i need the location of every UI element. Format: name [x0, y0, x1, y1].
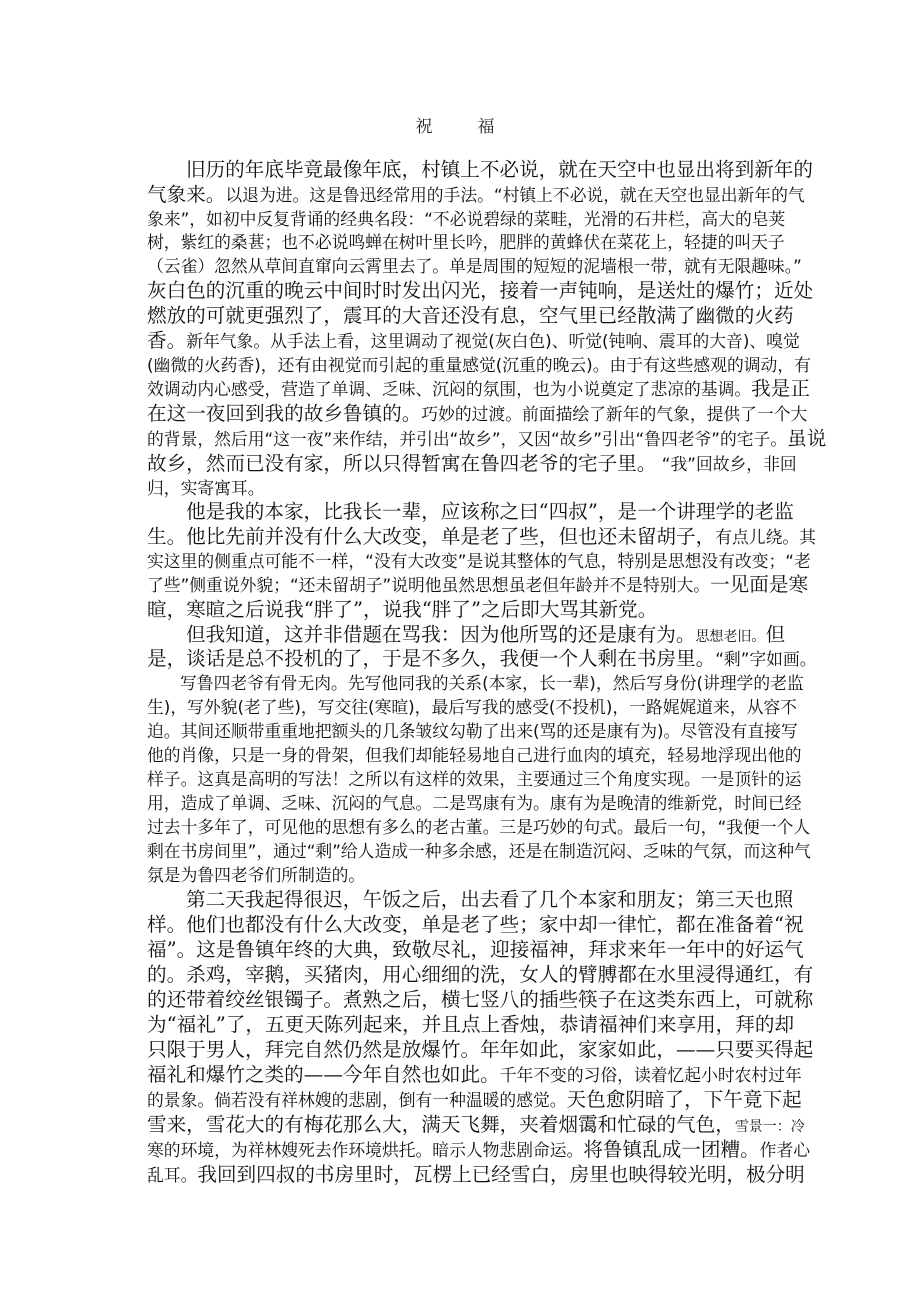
text-line [147, 452, 797, 476]
novel-text: 天色愈阴暗了，下午竟下起 [566, 1088, 802, 1111]
commentary-text: 过去十多年了，可见他的思想有多么的老古董。三是巧妙的句式。最后一句，“我便一个人 [147, 817, 811, 837]
text-line [147, 719, 798, 743]
text-line [147, 1163, 805, 1187]
text-line [147, 207, 785, 231]
text-line [147, 377, 810, 401]
novel-text: 将鲁镇乱成一团糟。 [583, 1138, 760, 1161]
commentary-text: 思想老旧。 [695, 629, 766, 645]
text-line [147, 304, 794, 328]
text-line [147, 791, 801, 815]
text-line [147, 863, 365, 887]
text-line [147, 938, 804, 962]
commentary-text: 树，紫红的桑葚；也不必说鸣蝉在树叶里长吟，肥胖的黄蜂伏在菜花上，轻捷的叫天子 [147, 232, 785, 252]
text-line [147, 1113, 805, 1137]
novel-text: 一见面是寒 [710, 573, 809, 596]
commentary-text: 千年不变的习俗，读着忆起小时农村过年 [499, 1065, 802, 1085]
novel-text: 香。 [147, 329, 187, 352]
commentary-text: 氛是为鲁四老爷们所制造的。 [147, 865, 366, 885]
novel-text: 我回到四叔的书房里时，瓦楞上已经雪白，房里也映得较光明，极分明 [197, 1163, 805, 1186]
novel-text: 为“福礼”了，五更天陈列起来，并且点上香烛，恭请福神们来享用，拜的却 [147, 1013, 795, 1036]
text-line [147, 767, 801, 791]
commentary-text: 用，造成了单调、乏味、沉闷的气息。二是骂康有为。康有为是晚清的维新党，时间已经 [147, 793, 802, 813]
novel-text: 雪来，雪花大的有梅花那么大，满天飞舞，夹着烟霭和忙碌的气色， [147, 1113, 735, 1136]
commentary-text: 寒的环境，为祥林嫂死去作环境烘托。暗示人物悲剧命运。 [147, 1140, 584, 1160]
commentary-text: 迫。其间还顺带重重地把额头的几条皱纹勾勒了出来(骂的还是康有为)。尽管没有直接写 [147, 721, 798, 741]
text-line [147, 573, 808, 597]
commentary-text: 象来”，如初中反复背诵的经典名段：“不必说碧绿的菜畦，光滑的石井栏，高大的皂荚 [147, 209, 786, 229]
novel-text: 生。他比先前并没有什么大改变，单是老了些，但也还未留胡子， [147, 525, 716, 548]
text-line [147, 888, 793, 912]
novel-text: 他是我的本家，比我长一辈，应该称之曰“四叔”，是一个讲理学的老监 [186, 500, 794, 523]
text-line [147, 427, 826, 451]
commentary-text: 效调动内心感受，营造了单调、乏味、沉闷的氛围，也为小说奠定了悲凉的基调。 [147, 379, 752, 399]
commentary-text: 剩在书房间里”，通过“剩”给人造成一种多余感，还是在制造沉闷、乏味的气氛，而这种气 [147, 841, 811, 861]
novel-text: 但 [765, 623, 786, 646]
novel-text: 是，谈话是总不投机的了，于是不多久，我便一个人剩在书房里。 [147, 647, 716, 670]
text-line [147, 1013, 794, 1037]
commentary-text: “我”回故乡，非回 [656, 454, 797, 474]
commentary-text: 样子。这真是高明的写法！之所以有这样的效果，主要通过三个角度实现。一是顶针的运 [147, 769, 802, 789]
text-line [147, 254, 802, 278]
commentary-text: 新年气象。从手法上看，这里调动了视觉(灰白色)、听觉(钝响、震耳的大音)、嗅觉 [186, 331, 800, 351]
text-line [147, 500, 794, 524]
document-title: 祝 福 [415, 117, 509, 137]
text-line [147, 525, 816, 549]
commentary-text: 写鲁四老爷有骨无肉。先写他同我的关系(本家，长一辈)，然后写身份(讲理学的老监 [180, 673, 804, 693]
text-line [147, 1088, 802, 1112]
commentary-text: 作者心 [759, 1140, 811, 1160]
commentary-text: 生)，写外貌(老了些)，写交往(寒暄)，最后写我的感受(不投机)，一路娓娓道来，从容不 [147, 697, 797, 717]
text-line [147, 839, 811, 863]
commentary-text: （云雀）忽然从草间直窜向云霄里去了。单是周围的短短的泥墙根一带，就有无限趣味。” [147, 256, 802, 276]
novel-text: 旧历的年底毕竟最像年底，村镇上不必说，就在天空中也显出将到新年的 [186, 158, 813, 181]
commentary-text: 归，实寄寓耳。 [147, 478, 265, 498]
novel-text: 气象来。 [147, 183, 226, 206]
novel-text: 我是正 [751, 377, 810, 400]
novel-text: 福礼和爆竹之类的——今年自然也如此。 [147, 1063, 500, 1086]
text-line [147, 183, 805, 207]
novel-text: 第二天我起得很迟，午饭之后，出去看了几个本家和朋友；第三天也照 [186, 888, 794, 911]
text-line [147, 329, 800, 353]
commentary-text: 的背景，然后用“这一夜”来作结，并引出“故乡”，又因“故乡”引出“鲁四老爷”的宅子。 [147, 429, 788, 449]
text-line [147, 913, 804, 937]
text-line [147, 279, 813, 303]
text-line [147, 963, 813, 987]
novel-text: 的还带着绞丝银镯子。煮熟之后，横七竖八的插些筷子在这类东西上，可就称 [147, 988, 814, 1011]
text-line [147, 230, 785, 254]
text-line [147, 353, 811, 377]
text-line [147, 815, 810, 839]
novel-text: 福”。这是鲁镇年终的大典，致敬尽礼，迎接福神，拜求来年一年中的好运气 [147, 938, 804, 961]
novel-text: 只限于男人，拜完自然仍然是放爆竹。年年如此，家家如此，——只要买得起 [147, 1038, 814, 1061]
novel-text: 在这一夜回到我的故乡鲁镇的。 [147, 402, 422, 425]
text-line [147, 549, 811, 573]
commentary-text: 以退为进。这是鲁迅经常用的手法。“村镇上不必说，就在天空也显出新年的气 [225, 185, 805, 205]
text-line [147, 476, 264, 500]
text-line [147, 695, 797, 719]
text-line [147, 1063, 802, 1087]
novel-text: 燃放的可就更强烈了，震耳的大音还没有息，空气里已经散满了幽微的火药 [147, 304, 794, 327]
text-line [147, 402, 807, 426]
text-line [147, 1038, 813, 1062]
commentary-text: 有点儿绕。其 [715, 527, 816, 547]
commentary-text: 巧妙的过渡。前面描绘了新年的气象，提供了一个大 [421, 404, 808, 424]
commentary-text: 实这里的侧重点可能不一样，“没有大改变”是说其整体的气息，特别是思想没有改变；“老 [147, 551, 811, 571]
novel-text: 灰白色的沉重的晚云中间时时发出闪光，接着一声钝响，是送灶的爆竹；近处 [147, 279, 814, 302]
commentary-text: 的景象。倘若没有祥林嫂的悲剧，倒有一种温暖的感觉。 [147, 1090, 567, 1110]
commentary-text: 乱耳。 [147, 1165, 198, 1185]
novel-text: 虽说 [787, 427, 827, 450]
novel-text: 的。杀鸡，宰鹅，买猪肉，用心细细的洗，女人的臂膊都在水里浸得通红，有 [147, 963, 814, 986]
novel-text: 样。他们也都没有什么大改变，单是老了些；家中却一律忙，都在准备着“祝 [147, 913, 804, 936]
commentary-text: “剩”字如画。 [715, 649, 817, 669]
text-line [147, 623, 785, 647]
novel-text: 暄，寒暄之后说我“胖了”，说我“胖了”之后即大骂其新党。 [147, 598, 658, 621]
commentary-text: 他的肖像，只是一身的骨架，但我们却能轻易地自己进行血肉的填充，轻易地浮现出他的 [147, 745, 802, 765]
text-line [147, 647, 817, 671]
commentary-text: 雪景一：冷 [734, 1119, 805, 1135]
commentary-text: (幽微的火药香)，还有由视觉而引起的重量感觉(沉重的晚云)。由于有这些感观的调动，有 [147, 355, 811, 375]
text-line [147, 1138, 810, 1162]
text-line [147, 158, 813, 182]
text-line [147, 988, 813, 1012]
novel-text: 但我知道，这并非借题在骂我：因为他所骂的还是康有为。 [186, 623, 696, 646]
novel-text: 故乡，然而已没有家，所以只得暂寓在鲁四老爷的宅子里。 [147, 452, 657, 475]
commentary-text: 了些”侧重说外貌；“还未留胡子”说明他虽然思想虽老但年龄并不是特别大。 [147, 575, 711, 595]
text-line [147, 671, 804, 695]
text-line [147, 598, 657, 622]
text-line [147, 743, 801, 767]
